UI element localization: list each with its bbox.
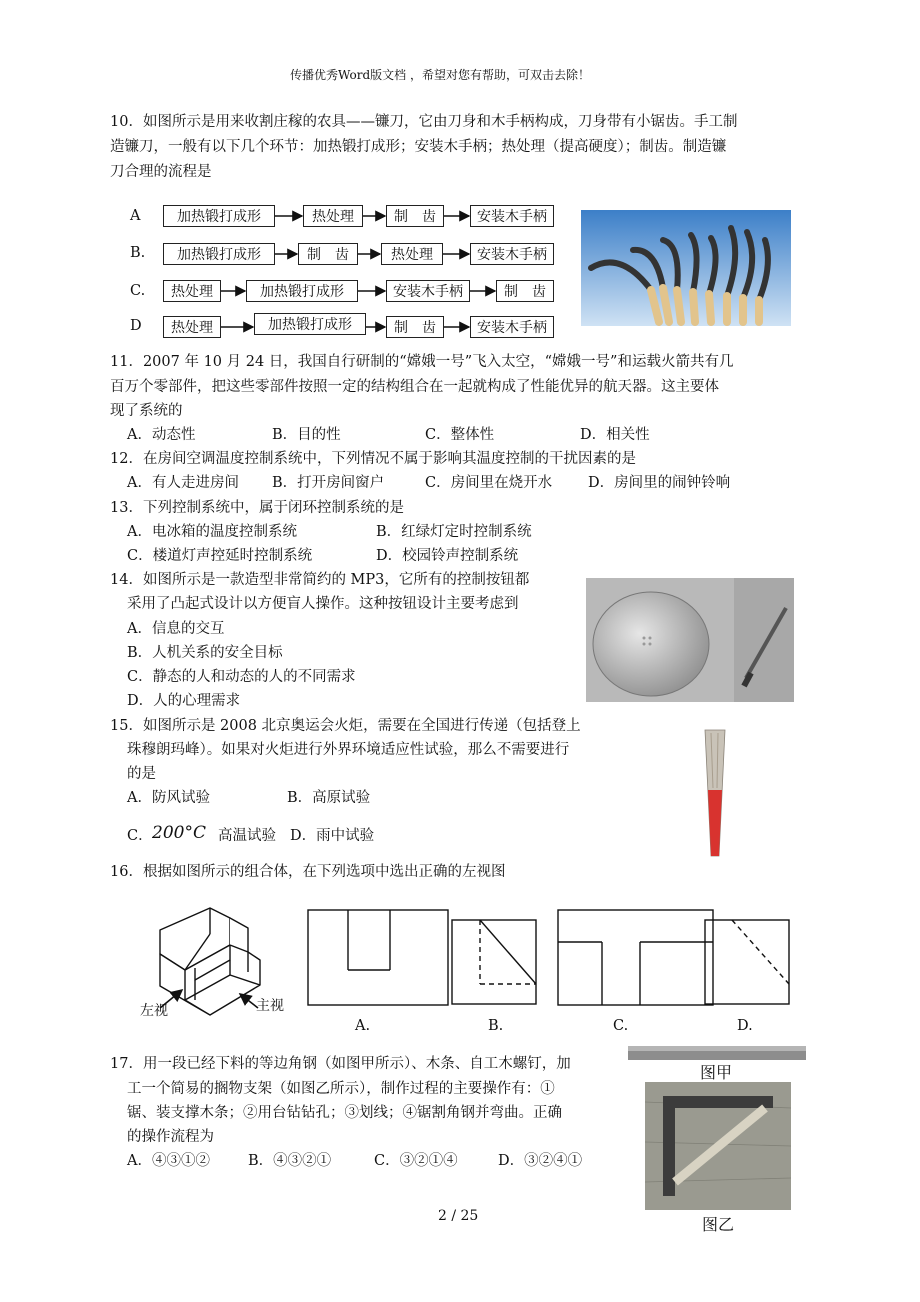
- q15-option-c-label: C．: [127, 828, 153, 844]
- sickle-photo: [581, 210, 791, 326]
- front-view-label: 主视: [256, 998, 284, 1014]
- q14-option-b: B．人机关系的安全目标: [127, 645, 283, 661]
- q17-option-d: D．③②④①: [498, 1153, 583, 1169]
- q17-line-2: 工一个简易的搁物支架（如图乙所示），制作过程的主要操作有：①: [127, 1081, 555, 1097]
- q16-stem: 16．根据如图所示的组合体，在下列选项中选出正确的左视图: [110, 864, 506, 880]
- q17-option-a: A．④③①②: [127, 1153, 210, 1169]
- q10-line-1: 10．如图所示是用来收割庄稼的农具——镰刀，它由刀身和木手柄构成，刀身带有小锯齿。手工制: [110, 114, 738, 130]
- q15-temperature: 200°C: [152, 823, 206, 843]
- q11-line-1: 11．2007 年 10 月 24 日，我国自行研制的“嫦娥一号”飞入太空，“嫦娥一号”和运载火箭共有几: [110, 354, 734, 370]
- q12-option-d: D．房间里的闹钟铃响: [588, 475, 731, 491]
- q14-option-d: D．人的心理需求: [127, 693, 241, 709]
- q15-option-a: A．防风试验: [127, 790, 210, 806]
- q16-option-d: D.: [737, 1018, 753, 1034]
- q16-option-a: A.: [355, 1018, 371, 1034]
- q17-line-3: 锯、装支撑木条；②用台钻钻孔；③划线；④锯割角钢并弯曲。正确: [127, 1105, 562, 1121]
- shelf-bracket-photo: [645, 1082, 791, 1210]
- q14-option-a: A．信息的交互: [127, 621, 225, 637]
- q12-stem: 12．在房间空调温度控制系统中，下列情况不属于影响其温度控制的干扰因素的是: [110, 451, 636, 467]
- q10-line-3: 刀合理的流程是: [110, 164, 212, 180]
- flow-box: 制 齿: [386, 205, 444, 227]
- flow-box: 加热锻打成形: [246, 280, 358, 302]
- q11-option-c: C．整体性: [425, 427, 495, 443]
- page-header: 传播优秀Word版文档 ，希望对您有帮助，可双击去除！: [290, 68, 590, 82]
- view-options: [300, 900, 790, 1010]
- flow-box: 安装木手柄: [470, 205, 554, 227]
- flow-box: 热处理: [163, 316, 221, 338]
- q13-option-d: D．校园铃声控制系统: [376, 548, 519, 564]
- flow-box: 制 齿: [386, 316, 444, 338]
- flow-box: 制 齿: [298, 243, 358, 265]
- q15-line-1: 15．如图所示是 2008 北京奥运会火炬，需要在全国进行传递（包括登上: [110, 718, 581, 734]
- q10-option-label: B.: [130, 245, 146, 261]
- q15-line-2: 珠穆朗玛峰）。如果对火炬进行外界环境适应性试验，那么不需要进行: [127, 742, 570, 758]
- q15-option-b: B．高原试验: [287, 790, 371, 806]
- flow-box: 加热锻打成形: [163, 205, 275, 227]
- q13-stem: 13．下列控制系统中，属于闭环控制系统的是: [110, 500, 404, 516]
- torch-photo: [700, 728, 730, 860]
- flow-arrows: [0, 0, 600, 345]
- q12-option-a: A．有人走进房间: [127, 475, 239, 491]
- q12-option-c: C．房间里在烧开水: [425, 475, 553, 491]
- flow-box: 加热锻打成形: [254, 313, 366, 335]
- q15-line-3: 的是: [127, 766, 156, 782]
- flow-box: 热处理: [303, 205, 363, 227]
- flow-box: 热处理: [381, 243, 443, 265]
- flow-box: 安装木手柄: [470, 316, 554, 338]
- q17-line-4: 的操作流程为: [127, 1129, 214, 1145]
- q17-option-b: B．④③②①: [248, 1153, 332, 1169]
- flow-box: 加热锻打成形: [163, 243, 275, 265]
- q13-option-b: B．红绿灯定时控制系统: [376, 524, 532, 540]
- q11-option-d: D．相关性: [580, 427, 650, 443]
- flow-box: 制 齿: [496, 280, 554, 302]
- q17-line-1: 17．用一段已经下料的等边角钢（如图甲所示）、木条、自工木螺钉，加: [110, 1056, 571, 1072]
- q14-line-2: 采用了凸起式设计以方便盲人操作。这种按钮设计主要考虑到: [127, 596, 519, 612]
- q14-line-1: 14．如图所示是一款造型非常简约的 MP3，它所有的控制按钮都: [110, 572, 530, 588]
- flow-box: 安装木手柄: [470, 243, 554, 265]
- q15-option-c-text: 高温试验: [218, 828, 276, 844]
- flow-box: 安装木手柄: [386, 280, 470, 302]
- q13-option-c: C．楼道灯声控延时控制系统: [127, 548, 313, 564]
- q11-option-a: A．动态性: [127, 427, 196, 443]
- mp3-photo: [586, 578, 794, 702]
- q16-option-c: C.: [613, 1018, 629, 1034]
- fig-b-caption: 图乙: [702, 1215, 735, 1234]
- q17-option-c: C．③②①④: [374, 1153, 458, 1169]
- q16-option-b: B.: [488, 1018, 504, 1034]
- q13-option-a: A．电冰箱的温度控制系统: [127, 524, 297, 540]
- q10-line-2: 造镰刀，一般有以下几个环节：加热锻打成形；安装木手柄；热处理（提高硬度）；制齿。制造镰: [110, 139, 727, 155]
- q12-option-b: B．打开房间窗户: [272, 475, 385, 491]
- q14-option-c: C．静态的人和动态的人的不同需求: [127, 669, 356, 685]
- q10-option-label: C.: [130, 283, 146, 299]
- fig-a-caption: 图甲: [700, 1063, 733, 1082]
- q10-option-label: D: [130, 318, 142, 334]
- q15-option-d: D．雨中试验: [290, 828, 375, 844]
- q11-line-2: 百万个零部件，把这些零部件按照一定的结构组合在一起就构成了性能优异的航天器。这主要体: [110, 379, 719, 395]
- flow-box: 热处理: [163, 280, 221, 302]
- q11-line-3: 现了系统的: [110, 403, 183, 419]
- q11-option-b: B．目的性: [272, 427, 341, 443]
- left-view-label: 左视: [140, 1003, 168, 1019]
- page-number: 2 / 25: [438, 1208, 479, 1224]
- q10-option-label: A: [130, 208, 141, 224]
